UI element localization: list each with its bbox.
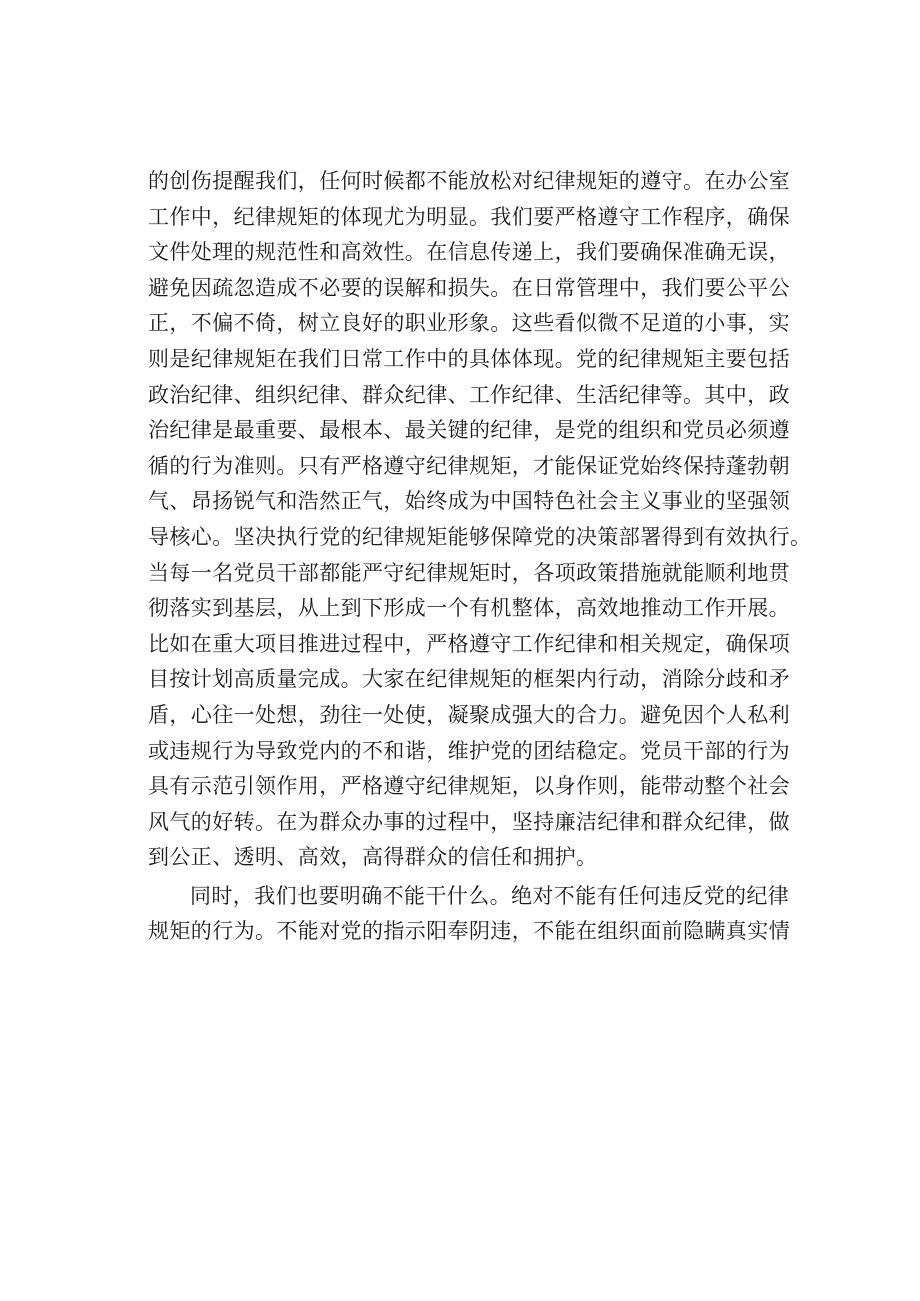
text-line: 同时，我们也要明确不能干什么。绝对不能有任何违反党的纪律	[190, 883, 790, 908]
text-line: 盾，心往一处想，劲往一处使，凝聚成强大的合力。避免因个人私利	[148, 702, 790, 727]
text-line: 目按计划高质量完成。大家在纪律规矩的框架内行动，消除分歧和矛	[148, 667, 790, 692]
text-line: 则是纪律规矩在我们日常工作中的具体体现。党的纪律规矩主要包括	[148, 346, 790, 371]
text-line: 治纪律是最重要、最根本、最关键的纪律，是党的组织和党员必须遵	[148, 418, 790, 443]
text-line: 正，不偏不倚，树立良好的职业形象。这些看似微不足道的小事，实	[148, 311, 790, 336]
text-line: 导核心。坚决执行党的纪律规矩能够保障党的决策部署得到有效执行。	[148, 524, 812, 549]
text-line: 政治纪律、组织纪律、群众纪律、工作纪律、生活纪律等。其中，政	[148, 382, 790, 407]
text-line: 规矩的行为。不能对党的指示阳奉阴违，不能在组织面前隐瞒真实情	[148, 919, 790, 944]
text-line: 气、昂扬锐气和浩然正气，始终成为中国特色社会主义事业的坚强领	[148, 489, 790, 514]
text-line: 当每一名党员干部都能严守纪律规矩时，各项政策措施就能顺利地贯	[148, 560, 790, 585]
text-line: 文件处理的规范性和高效性。在信息传递上，我们要确保准确无误，	[148, 240, 790, 265]
text-line: 循的行为准则。只有严格遵守纪律规矩，才能保证党始终保持蓬勃朝	[148, 453, 790, 478]
text-line: 或违规行为导致党内的不和谐，维护党的团结稳定。党员干部的行为	[148, 738, 790, 763]
text-line: 避免因疏忽造成不必要的误解和损失。在日常管理中，我们要公平公	[148, 275, 790, 300]
text-line: 彻落实到基层，从上到下形成一个有机整体，高效地推动工作开展。	[148, 596, 790, 621]
paragraph-2	[148, 879, 808, 950]
document-body	[148, 164, 812, 950]
text-line: 风气的好转。在为群众办事的过程中，坚持廉洁纪律和群众纪律，做	[148, 809, 790, 834]
text-line: 到公正、透明、高效，高得群众的信任和拥护。	[148, 845, 598, 870]
text-line: 具有示范引领作用，严格遵守纪律规矩，以身作则，能带动整个社会	[148, 774, 790, 799]
text-line: 比如在重大项目推进过程中，严格遵守工作纪律和相关规定，确保项	[148, 631, 790, 656]
paragraph-1	[148, 164, 812, 876]
text-line: 工作中，纪律规矩的体现尤为明显。我们要严格遵守工作程序，确保	[148, 204, 790, 229]
text-line: 的创伤提醒我们，任何时候都不能放松对纪律规矩的遵守。在办公室	[148, 169, 790, 193]
